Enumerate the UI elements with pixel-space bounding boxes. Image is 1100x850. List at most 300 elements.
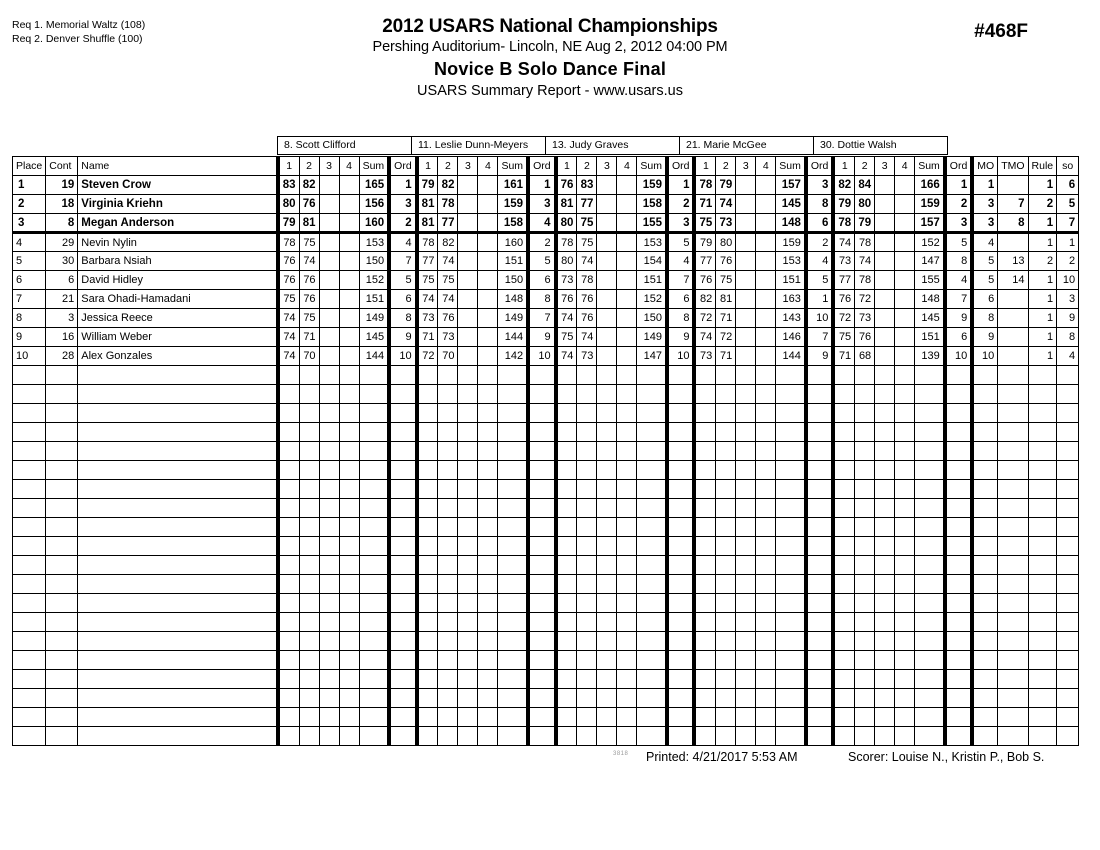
cell-judge4-sum: 159 xyxy=(776,233,806,252)
cell-mo: 5 xyxy=(972,252,997,271)
cell-judge1-sum xyxy=(359,518,389,537)
table-row-empty[interactable] xyxy=(13,575,1079,594)
cell-judge3-score1 xyxy=(556,689,577,708)
cell-judge2-score2 xyxy=(438,537,458,556)
cell-judge5-score4 xyxy=(895,233,915,252)
col-judge1-score1: 1 xyxy=(278,157,299,176)
cell-judge5-score2: 76 xyxy=(855,328,875,347)
cell-judge4-score2: 80 xyxy=(716,233,736,252)
table-row-empty[interactable] xyxy=(13,499,1079,518)
cell-judge4-score4 xyxy=(756,708,776,727)
cell-judge1-score4 xyxy=(339,518,359,537)
cell-judge1-score4 xyxy=(339,233,359,252)
cell-judge3-score1 xyxy=(556,556,577,575)
cell-judge5-score4 xyxy=(895,252,915,271)
cell-judge4-ord: 5 xyxy=(806,271,834,290)
cell-judge5-score3 xyxy=(875,214,895,233)
cell-judge4-score3 xyxy=(736,328,756,347)
cell-name xyxy=(78,727,278,746)
cell-place: 6 xyxy=(13,271,46,290)
cell-judge3-score4 xyxy=(617,613,637,632)
cell-judge3-ord xyxy=(667,670,695,689)
cell-judge5-score4 xyxy=(895,613,915,632)
cell-judge1-score2: 81 xyxy=(299,214,319,233)
table-row-empty[interactable] xyxy=(13,670,1079,689)
cell-judge1-score3 xyxy=(319,271,339,290)
cell-judge1-score4 xyxy=(339,537,359,556)
score-table-body xyxy=(13,176,1079,746)
cell-judge5-score4 xyxy=(895,176,915,195)
cell-judge1-ord xyxy=(389,594,417,613)
cell-tmo: 14 xyxy=(998,271,1028,290)
cell-judge4-score2 xyxy=(716,727,736,746)
cell-judge4-score2: 72 xyxy=(716,328,736,347)
cell-judge4-ord xyxy=(806,461,834,480)
cell-place xyxy=(13,689,46,708)
col-judge1-score3: 3 xyxy=(319,157,339,176)
table-row[interactable] xyxy=(13,347,1079,366)
cell-judge4-ord xyxy=(806,480,834,499)
cell-judge3-score1 xyxy=(556,480,577,499)
cell-judge2-ord xyxy=(528,366,556,385)
cell-place xyxy=(13,537,46,556)
cell-name: Barbara Nsiah xyxy=(78,252,278,271)
cell-judge5-ord xyxy=(945,480,973,499)
cell-judge2-score2 xyxy=(438,404,458,423)
cell-judge2-score4 xyxy=(478,594,498,613)
col-judge5-score1: 1 xyxy=(833,157,854,176)
cell-judge1-score4 xyxy=(339,575,359,594)
cell-tmo xyxy=(998,670,1028,689)
cell-judge5-ord: 10 xyxy=(945,347,973,366)
cell-judge5-ord xyxy=(945,708,973,727)
cell-place: 10 xyxy=(13,347,46,366)
cell-judge1-ord xyxy=(389,556,417,575)
cell-judge3-score3 xyxy=(597,347,617,366)
event-code: #468F xyxy=(974,21,1028,42)
cell-judge5-sum xyxy=(915,689,945,708)
cell-judge3-score2 xyxy=(577,366,597,385)
cell-rule xyxy=(1028,366,1057,385)
cell-judge5-sum xyxy=(915,480,945,499)
cell-judge2-score1: 75 xyxy=(417,271,438,290)
cell-judge1-ord: 4 xyxy=(389,233,417,252)
cell-judge4-score1: 77 xyxy=(694,252,715,271)
cell-judge1-sum xyxy=(359,632,389,651)
cell-judge3-score3 xyxy=(597,233,617,252)
cell-judge1-sum xyxy=(359,537,389,556)
cell-judge5-score2 xyxy=(855,461,875,480)
table-row-empty[interactable] xyxy=(13,366,1079,385)
cell-judge5-score3 xyxy=(875,480,895,499)
cell-judge4-score2 xyxy=(716,613,736,632)
cell-judge5-ord xyxy=(945,366,973,385)
cell-judge3-score1: 80 xyxy=(556,252,577,271)
cell-judge2-score1 xyxy=(417,708,438,727)
cell-judge2-score1: 71 xyxy=(417,328,438,347)
cell-place: 1 xyxy=(13,176,46,195)
cell-name: David Hidley xyxy=(78,271,278,290)
table-row[interactable] xyxy=(13,252,1079,271)
cell-judge5-ord xyxy=(945,385,973,404)
cell-judge4-sum xyxy=(776,632,806,651)
cell-judge3-score1 xyxy=(556,385,577,404)
cell-judge4-sum xyxy=(776,518,806,537)
cell-judge2-score4 xyxy=(478,480,498,499)
cell-judge5-score3 xyxy=(875,594,895,613)
cell-judge1-score2 xyxy=(299,537,319,556)
cell-judge2-score2: 75 xyxy=(438,271,458,290)
cell-judge2-ord: 4 xyxy=(528,214,556,233)
table-row-empty[interactable] xyxy=(13,689,1079,708)
cell-judge2-ord xyxy=(528,385,556,404)
cell-judge1-score2: 74 xyxy=(299,252,319,271)
cell-judge5-score2: 84 xyxy=(855,176,875,195)
cell-judge1-score3 xyxy=(319,442,339,461)
table-row-empty[interactable] xyxy=(13,708,1079,727)
cell-judge5-score3 xyxy=(875,689,895,708)
cell-judge3-ord xyxy=(667,499,695,518)
cell-place xyxy=(13,708,46,727)
cell-name xyxy=(78,594,278,613)
cell-judge1-score4 xyxy=(339,556,359,575)
cell-judge1-score1 xyxy=(278,423,299,442)
cell-judge3-score2 xyxy=(577,689,597,708)
table-row-empty[interactable] xyxy=(13,442,1079,461)
cell-so xyxy=(1057,404,1079,423)
cell-judge1-sum: 144 xyxy=(359,347,389,366)
requirement-line-1: Req 1. Memorial Waltz (108) xyxy=(12,19,146,31)
cell-judge1-score1: 74 xyxy=(278,328,299,347)
cell-judge5-sum xyxy=(915,708,945,727)
cell-judge4-score3 xyxy=(736,290,756,309)
cell-judge1-ord: 3 xyxy=(389,195,417,214)
table-row-empty[interactable] xyxy=(13,613,1079,632)
cell-judge2-score4 xyxy=(478,385,498,404)
cell-name xyxy=(78,385,278,404)
cell-judge3-score4 xyxy=(617,689,637,708)
cell-judge1-sum xyxy=(359,689,389,708)
cell-judge5-score3 xyxy=(875,575,895,594)
cell-judge3-score3 xyxy=(597,385,617,404)
cell-judge2-score1 xyxy=(417,537,438,556)
cell-judge2-score4 xyxy=(478,290,498,309)
cell-judge3-sum xyxy=(637,366,667,385)
cell-mo: 10 xyxy=(972,347,997,366)
cell-judge4-score2 xyxy=(716,632,736,651)
cell-judge3-sum: 149 xyxy=(637,328,667,347)
table-row-empty[interactable] xyxy=(13,537,1079,556)
cell-cont xyxy=(46,423,78,442)
cell-judge2-sum xyxy=(498,708,528,727)
table-row[interactable] xyxy=(13,214,1079,233)
cell-judge4-score3 xyxy=(736,480,756,499)
cell-judge3-ord xyxy=(667,689,695,708)
cell-judge3-ord: 8 xyxy=(667,309,695,328)
table-row[interactable] xyxy=(13,290,1079,309)
cell-judge4-ord xyxy=(806,651,834,670)
cell-judge2-score3 xyxy=(458,613,478,632)
cell-judge1-score3 xyxy=(319,328,339,347)
cell-tmo xyxy=(998,499,1028,518)
cell-name xyxy=(78,556,278,575)
cell-judge5-sum: 147 xyxy=(915,252,945,271)
cell-cont xyxy=(46,442,78,461)
table-row-empty[interactable] xyxy=(13,727,1079,746)
cell-judge2-ord: 3 xyxy=(528,195,556,214)
cell-judge3-score3 xyxy=(597,423,617,442)
cell-judge3-score2 xyxy=(577,727,597,746)
cell-judge2-ord xyxy=(528,556,556,575)
cell-rule: 1 xyxy=(1028,271,1057,290)
cell-judge2-sum: 160 xyxy=(498,233,528,252)
cell-judge5-score3 xyxy=(875,195,895,214)
cell-judge5-score4 xyxy=(895,518,915,537)
cell-judge5-score3 xyxy=(875,328,895,347)
col-judge2-sum: Sum xyxy=(498,157,528,176)
cell-judge1-score3 xyxy=(319,195,339,214)
cell-cont xyxy=(46,556,78,575)
cell-judge4-sum xyxy=(776,423,806,442)
cell-judge2-score4 xyxy=(478,499,498,518)
cell-judge4-score1 xyxy=(694,461,715,480)
cell-judge3-score2: 75 xyxy=(577,214,597,233)
cell-judge3-score2 xyxy=(577,518,597,537)
cell-judge3-score1: 81 xyxy=(556,195,577,214)
cell-judge5-ord xyxy=(945,404,973,423)
cell-judge3-sum xyxy=(637,613,667,632)
cell-place xyxy=(13,594,46,613)
cell-judge3-score2 xyxy=(577,480,597,499)
cell-rule xyxy=(1028,518,1057,537)
cell-so xyxy=(1057,385,1079,404)
cell-rule xyxy=(1028,442,1057,461)
cell-judge1-sum xyxy=(359,594,389,613)
cell-judge3-score4 xyxy=(617,366,637,385)
cell-tmo xyxy=(998,708,1028,727)
table-row-empty[interactable] xyxy=(13,385,1079,404)
cell-judge1-score2: 82 xyxy=(299,176,319,195)
cell-judge5-ord: 9 xyxy=(945,309,973,328)
cell-judge2-score2: 82 xyxy=(438,233,458,252)
cell-judge3-score1: 78 xyxy=(556,233,577,252)
cell-judge4-score3 xyxy=(736,309,756,328)
cell-judge5-score4 xyxy=(895,461,915,480)
cell-judge2-score4 xyxy=(478,727,498,746)
cell-cont: 28 xyxy=(46,347,78,366)
cell-judge3-ord: 7 xyxy=(667,271,695,290)
cell-judge3-score3 xyxy=(597,689,617,708)
cell-judge3-sum xyxy=(637,670,667,689)
table-row-empty[interactable] xyxy=(13,518,1079,537)
cell-judge5-score4 xyxy=(895,689,915,708)
cell-judge3-score4 xyxy=(617,480,637,499)
cell-judge2-score3 xyxy=(458,708,478,727)
table-row[interactable] xyxy=(13,233,1079,252)
cell-judge3-sum xyxy=(637,404,667,423)
cell-judge5-ord xyxy=(945,499,973,518)
table-row[interactable] xyxy=(13,195,1079,214)
table-row[interactable] xyxy=(13,271,1079,290)
cell-judge5-score1 xyxy=(833,404,854,423)
cell-judge5-score4 xyxy=(895,404,915,423)
table-row-empty[interactable] xyxy=(13,651,1079,670)
judge-header-strip xyxy=(277,136,948,155)
cell-judge5-ord xyxy=(945,442,973,461)
cell-judge4-ord xyxy=(806,366,834,385)
cell-so: 1 xyxy=(1057,233,1079,252)
judge-header-4: 21. Marie McGee xyxy=(680,137,814,154)
cell-judge4-ord: 6 xyxy=(806,214,834,233)
cell-judge5-ord xyxy=(945,518,973,537)
cell-judge1-score3 xyxy=(319,404,339,423)
table-row[interactable] xyxy=(13,176,1079,195)
cell-judge2-score2 xyxy=(438,613,458,632)
cell-name xyxy=(78,404,278,423)
cell-judge4-ord: 1 xyxy=(806,290,834,309)
cell-judge2-score2 xyxy=(438,670,458,689)
cell-judge1-score1 xyxy=(278,461,299,480)
cell-judge5-score1 xyxy=(833,670,854,689)
cell-judge2-score4 xyxy=(478,689,498,708)
col-tmo: TMO xyxy=(998,157,1028,176)
cell-judge4-score1 xyxy=(694,651,715,670)
cell-judge1-score4 xyxy=(339,328,359,347)
table-row-empty[interactable] xyxy=(13,480,1079,499)
cell-judge1-score3 xyxy=(319,613,339,632)
cell-judge3-score2 xyxy=(577,575,597,594)
cell-judge1-ord: 1 xyxy=(389,176,417,195)
cell-judge3-score4 xyxy=(617,556,637,575)
cell-judge1-score4 xyxy=(339,594,359,613)
cell-judge1-score2 xyxy=(299,651,319,670)
cell-judge3-score1 xyxy=(556,708,577,727)
col-judge3-score3: 3 xyxy=(597,157,617,176)
cell-judge5-score3 xyxy=(875,442,895,461)
cell-judge5-score4 xyxy=(895,290,915,309)
cell-judge2-score4 xyxy=(478,537,498,556)
cell-judge3-score3 xyxy=(597,271,617,290)
cell-judge4-sum xyxy=(776,537,806,556)
cell-judge5-score1 xyxy=(833,651,854,670)
cell-judge4-score4 xyxy=(756,670,776,689)
cell-judge3-score2: 76 xyxy=(577,309,597,328)
cell-judge2-score2 xyxy=(438,366,458,385)
cell-judge3-ord xyxy=(667,480,695,499)
cell-name: Virginia Kriehn xyxy=(78,195,278,214)
table-row-empty[interactable] xyxy=(13,404,1079,423)
cell-judge3-score3 xyxy=(597,537,617,556)
cell-judge3-score3 xyxy=(597,594,617,613)
cell-judge5-score2 xyxy=(855,442,875,461)
cell-judge1-score1: 76 xyxy=(278,271,299,290)
cell-judge3-sum: 153 xyxy=(637,233,667,252)
cell-name: William Weber xyxy=(78,328,278,347)
cell-judge1-score3 xyxy=(319,556,339,575)
cell-judge4-score1 xyxy=(694,613,715,632)
cell-cont xyxy=(46,404,78,423)
cell-judge2-ord: 6 xyxy=(528,271,556,290)
table-row-empty[interactable] xyxy=(13,594,1079,613)
cell-judge2-score4 xyxy=(478,613,498,632)
cell-name: Sara Ohadi-Hamadani xyxy=(78,290,278,309)
cell-judge4-score4 xyxy=(756,461,776,480)
cell-judge3-ord xyxy=(667,727,695,746)
cell-judge3-score4 xyxy=(617,347,637,366)
table-row-empty[interactable] xyxy=(13,423,1079,442)
cell-judge4-score1 xyxy=(694,366,715,385)
cell-judge4-sum xyxy=(776,556,806,575)
cell-name xyxy=(78,366,278,385)
cell-judge5-sum xyxy=(915,556,945,575)
cell-judge2-score1: 72 xyxy=(417,347,438,366)
cell-judge2-sum xyxy=(498,385,528,404)
cell-judge5-score3 xyxy=(875,613,895,632)
cell-judge1-score3 xyxy=(319,575,339,594)
cell-so xyxy=(1057,461,1079,480)
cell-judge3-sum xyxy=(637,442,667,461)
cell-judge4-ord: 10 xyxy=(806,309,834,328)
table-row-empty[interactable] xyxy=(13,461,1079,480)
cell-judge1-score3 xyxy=(319,309,339,328)
table-row-empty[interactable] xyxy=(13,556,1079,575)
cell-judge4-score1: 71 xyxy=(694,195,715,214)
table-row[interactable] xyxy=(13,309,1079,328)
cell-judge2-score2 xyxy=(438,594,458,613)
cell-judge3-score3 xyxy=(597,651,617,670)
cell-mo xyxy=(972,708,997,727)
cell-name xyxy=(78,575,278,594)
cell-judge4-score1 xyxy=(694,575,715,594)
cell-name xyxy=(78,518,278,537)
cell-judge2-score1 xyxy=(417,670,438,689)
cell-judge1-score4 xyxy=(339,195,359,214)
table-row[interactable] xyxy=(13,328,1079,347)
cell-tmo xyxy=(998,404,1028,423)
table-row-empty[interactable] xyxy=(13,632,1079,651)
cell-so xyxy=(1057,689,1079,708)
cell-cont: 19 xyxy=(46,176,78,195)
cell-judge3-ord: 1 xyxy=(667,176,695,195)
cell-judge2-score2 xyxy=(438,632,458,651)
cell-judge5-ord xyxy=(945,423,973,442)
cell-judge2-score1 xyxy=(417,689,438,708)
cell-so xyxy=(1057,499,1079,518)
cell-judge5-sum: 166 xyxy=(915,176,945,195)
cell-judge1-score4 xyxy=(339,499,359,518)
cell-judge5-score2 xyxy=(855,632,875,651)
cell-judge5-sum xyxy=(915,651,945,670)
col-judge4-score3: 3 xyxy=(736,157,756,176)
venue-datetime: Pershing Auditorium- Lincoln, NE Aug 2, 2012 04:00 PM xyxy=(372,39,728,55)
cell-judge2-score1 xyxy=(417,461,438,480)
cell-judge1-score2 xyxy=(299,499,319,518)
cell-judge4-score4 xyxy=(756,404,776,423)
cell-judge2-score3 xyxy=(458,442,478,461)
cell-judge4-score2: 73 xyxy=(716,214,736,233)
cell-judge4-sum xyxy=(776,708,806,727)
cell-cont xyxy=(46,575,78,594)
cell-judge1-ord xyxy=(389,575,417,594)
col-judge2-score3: 3 xyxy=(458,157,478,176)
cell-judge4-sum xyxy=(776,499,806,518)
cell-judge1-score4 xyxy=(339,613,359,632)
cell-judge1-score3 xyxy=(319,290,339,309)
cell-judge5-score1 xyxy=(833,499,854,518)
cell-judge5-score4 xyxy=(895,499,915,518)
cell-judge3-sum xyxy=(637,499,667,518)
cell-judge5-score4 xyxy=(895,328,915,347)
